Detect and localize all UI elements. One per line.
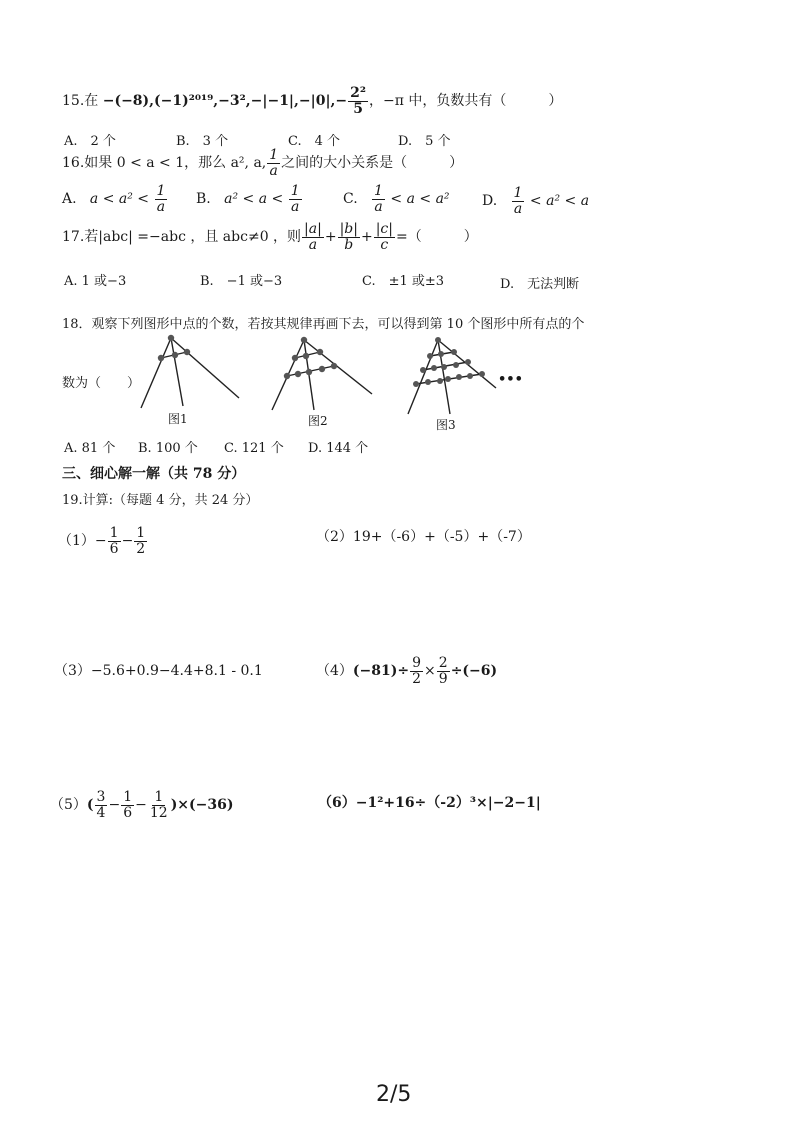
q17-fraction-c: $\frac{|c|}{c}$	[375, 221, 393, 253]
q16-option-a: A. a < a² < $\frac{1}{a}$	[62, 183, 166, 215]
figure-2-label: 图2	[308, 414, 328, 428]
q17-option-c: C. ±1 或±3	[362, 274, 445, 289]
q17-option-a: A. 1 或−3	[64, 274, 127, 289]
figure-3-label: 图3	[436, 418, 456, 432]
q16-fraction: $\frac{1}{a}$	[269, 147, 279, 179]
figure-ellipsis: •••	[498, 372, 523, 387]
problem-3: （3）−5.6+0.9−4.4+8.1 - 0.1	[54, 663, 263, 679]
q17-option-d: D. 无法判断	[500, 277, 580, 292]
question-18-stem: 18．观察下列图形中点的个数，若按其规律再画下去，可以得到第 10 个图形中所有点的个	[62, 317, 585, 332]
q18-option-d: D. 144 个	[308, 441, 369, 456]
q16-option-b: B. a² < a < $\frac{1}{a}$	[196, 183, 300, 215]
page-number: 2/5	[376, 1082, 412, 1107]
question-17: 17.若|abc| =−abc ，且 abc≠0 ，则 $\frac{|a|}{a}$ + $\frac{|b|}{b}$ + $\frac{|c|}{c}$ =（ ）	[62, 221, 478, 253]
q16-option-d: D. $\frac{1}{a}$ < a² < a	[482, 185, 590, 217]
question-16	[62, 148, 463, 178]
q15-tail: ，−π 中，负数共有（ ）	[369, 93, 563, 110]
question-19-title: 19.计算:（每题 4 分，共 24 分）	[62, 493, 259, 508]
problem-4: （4）(−81)÷ $\frac{9}{2}$ × $\frac{2}{9}$ ÷(−6)	[316, 655, 498, 687]
figure-1-label: 图1	[168, 412, 188, 426]
q17-option-b: B. −1 或−3	[200, 274, 283, 289]
q17-stem: 17.若|abc| =−abc ，且 abc≠0 ，则	[62, 229, 302, 246]
q18-option-c: C. 121 个	[224, 441, 284, 456]
figure-3	[402, 334, 498, 416]
q18-option-b: B. 100 个	[138, 441, 198, 456]
q16-stem: 16.如果 0 < a < 1，那么 a², a,	[62, 155, 267, 172]
section-3-title: 三、细心解一解（共 78 分）	[62, 466, 246, 482]
q17-fraction-b: $\frac{|b|}{b}$	[339, 221, 358, 253]
q15-fraction: $\frac{\text{2²}}{5}$	[350, 85, 367, 117]
q17-stem-post: =（ ）	[395, 229, 478, 246]
problem-1: （1）− $\frac{1}{6}$ − $\frac{1}{2}$	[58, 525, 146, 557]
q15-option-c: C. 4 个	[288, 134, 341, 149]
problem-2: （2）19+（-6）+（-5）+（-7）	[316, 529, 531, 545]
problem-6: （6）−1²+16÷（-2）³×|−2−1|	[318, 795, 541, 811]
figure-2	[262, 332, 374, 412]
problem-5: （5）( $\frac{3}{4}$ − $\frac{1}{6}$ − $\frac{1}{12}$ )×(−36)	[50, 789, 234, 821]
q17-fraction-a: $\frac{|a|}{a}$	[304, 221, 322, 253]
q15-option-a: A. 2 个	[64, 134, 116, 149]
q15-option-b: B. 3 个	[176, 134, 229, 149]
q16-stem-post: 之间的大小关系是（ ）	[281, 155, 464, 172]
figure-1	[135, 328, 245, 410]
q15-expression: −(−8),(−1)²⁰¹⁹,−3²,−|−1|,−|0|,−	[102, 93, 348, 110]
q18-option-a: A. 81 个	[64, 441, 116, 456]
question-15	[62, 86, 562, 116]
q15-number: 15.在	[62, 93, 99, 110]
q15-option-d: D. 5 个	[398, 134, 451, 149]
q16-option-c: C. $\frac{1}{a}$ < a < a²	[343, 183, 450, 215]
question-18-stem-cont: 数为（ ）	[62, 376, 141, 391]
